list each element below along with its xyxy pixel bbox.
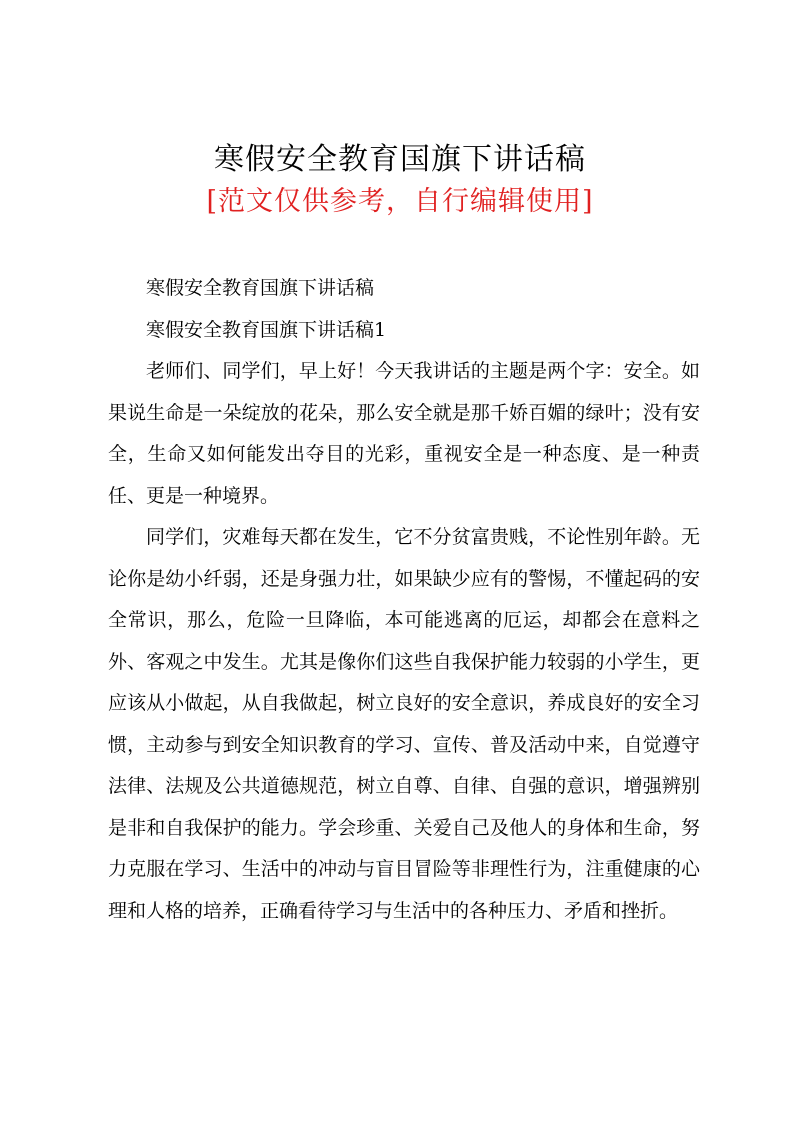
paragraph: 老师们、同学们，早上好！今天我讲话的主题是两个字：安全。如果说生命是一朵绽放的花朵，那么安全就是那千娇百媚的绿叶；没有安全，生命又如何能发出夺目的光彩，重视安全是一种态度、是一种责任、更是一种境界。 [108,360,700,507]
document-subtitle: [范文仅供参考，自行编辑使用] [206,186,594,217]
paragraph-subheading: 寒假安全教育国旗下讲话稿1 [146,318,387,341]
document-title: 寒假安全教育国旗下讲话稿 [214,142,586,177]
paragraph: 同学们，灾难每天都在发生，它不分贫富贵贱，不论性别年龄。无论你是幼小纤弱，还是身强力壮，如果缺少应有的警惕，不懂起码的安全常识，那么，危险一旦降临，本可能逃离的厄运，却都会在意料之外、客观之中发生。尤其是像你们这些自我保护能力较弱的小学生，更应该从小做起，从自我做起，树立良好的安全意识，养成良好的安全习惯，主动参与到安全知识教育的学习、宣传、普及活动中来，自觉遵守法律、法规及公共道德规范，树立自尊、自律、自强的意识，增强辨别是非和自我保护的能力。学会珍重、关爱自己及他人的身体和生命，努力克服在学习、生活中的冲动与盲目冒险等非理性行为，注重健康的心理和人格的培养，正确看待学习与生活中的各种压力、矛盾和挫折。 [108,526,700,922]
paragraph-heading: 寒假安全教育国旗下讲话稿 [146,277,375,299]
document-body [108,268,700,932]
